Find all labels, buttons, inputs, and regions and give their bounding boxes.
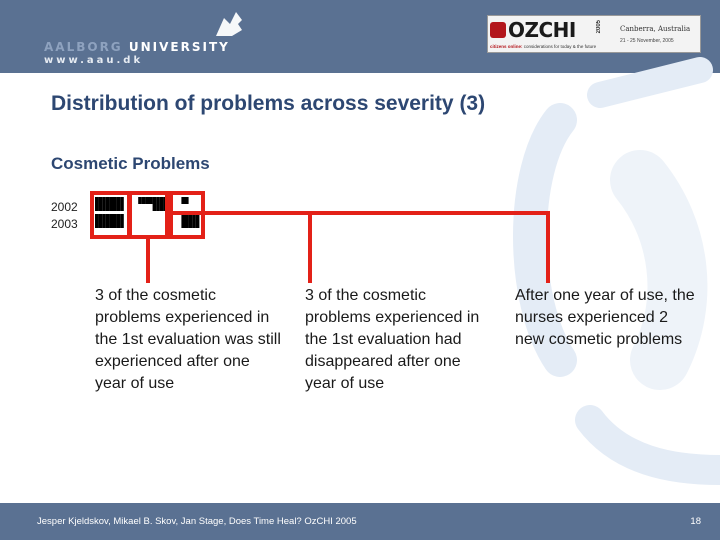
callout-disappeared: 3 of the cosmetic problems experienced in the 1st evaluation had disappeared after one year of use [305,287,480,392]
grid-cell-2002 [149,197,153,204]
grid-cell-2002 [113,197,117,204]
footer-bar [0,503,720,540]
grid-cell-2002 [156,204,160,211]
conference-year: 2005 [596,20,602,34]
grid-cell-2003 [95,214,99,221]
grid-cell-2003 [106,221,110,228]
conference-dates: 21 - 25 November, 2005 [620,38,674,44]
connector-line-new-problems [203,213,548,283]
grid-cell-2002 [99,197,103,204]
grid-cell-2002 [120,197,124,204]
grid-cell-2003 [102,221,106,228]
grid-cell-2003 [106,214,110,221]
grid-cell-2002 [120,204,124,211]
grid-cell-2003 [192,221,196,228]
grid-cell-2002 [153,204,157,211]
grid-cell-2003 [113,221,117,228]
grid-cell-2003 [181,214,185,221]
grid-cell-2003 [102,214,106,221]
grid-cell-2002 [106,197,110,204]
grid-cell-2003 [120,214,124,221]
grid-cell-2003 [181,221,185,228]
grid-cell-2002 [109,197,113,204]
conference-tagline-lead: citizens online: [490,44,523,49]
slide-title: Distribution of problems across severity (3) [51,92,486,115]
grid-cell-2002 [160,204,164,211]
year-label-2002: 2002 [51,200,78,214]
grid-cell-2002 [138,197,142,204]
year-label-2003: 2003 [51,217,78,231]
grid-cell-2002 [145,197,149,204]
university-name-main: UNIVERSITY [128,40,230,54]
grid-cell-2002 [185,197,189,204]
slide-subtitle: Cosmetic Problems [51,154,210,173]
university-url: www.aau.dk [44,55,144,66]
university-name-faded: AALBORG [44,40,123,54]
footer-credit: Jesper Kjeldskov, Mikael B. Skov, Jan Stage, Does Time Heal? OzCHI 2005 [37,516,357,527]
grid-cell-2003 [185,221,189,228]
grid-cell-2003 [99,214,103,221]
grid-cell-2002 [117,197,121,204]
grid-cell-2003 [113,214,117,221]
grid-cell-2002 [95,197,99,204]
conference-tagline-text: considerations for today & the future [523,44,597,49]
grid-cell-2002 [102,204,106,211]
grid-cell-2003 [109,214,113,221]
grid-cell-2003 [189,214,193,221]
grid-cell-2003 [109,221,113,228]
conference-place: Canberra, Australia [620,25,691,33]
grid-cell-2002 [106,204,110,211]
grid-cell-2003 [99,221,103,228]
grid-cell-2003 [117,221,121,228]
grid-cell-2002 [156,197,160,204]
callout-still-experienced: 3 of the cosmetic problems experienced in the 1st evaluation was still experienced after one year of use [95,287,281,392]
grid-cell-2002 [181,197,185,204]
grid-cell-2002 [153,197,157,204]
grid-cell-2003 [196,221,200,228]
callout-new-problems: After one year of use, the nurses experienced 2 new cosmetic problems [515,287,695,348]
grid-cell-2002 [142,197,146,204]
grid-cell-2002 [95,204,99,211]
grid-cell-2003 [95,221,99,228]
grid-cell-2003 [189,221,193,228]
grid-cell-2003 [117,214,121,221]
grid-cell-2002 [99,204,103,211]
grid-cell-2003 [192,214,196,221]
grid-cell-2002 [102,197,106,204]
conference-name: OZCHI [508,18,576,42]
grid-cell-2002 [160,197,164,204]
grid-cell-2002 [113,204,117,211]
grid-cell-2002 [109,204,113,211]
page-number: 18 [690,516,701,527]
grid-cell-2003 [185,214,189,221]
grid-cell-2003 [120,221,124,228]
grid-cell-2003 [196,214,200,221]
grid-cell-2002 [117,204,121,211]
